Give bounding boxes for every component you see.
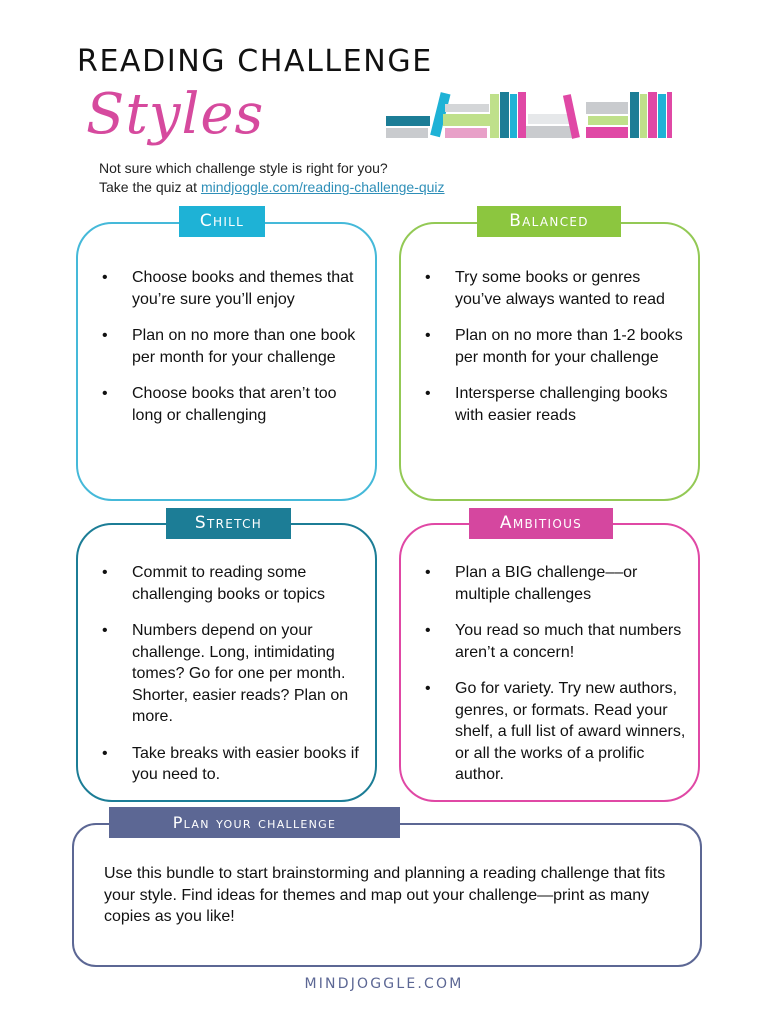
plan-label: Plan your challenge bbox=[109, 807, 400, 838]
intro-line-2 bbox=[99, 178, 445, 197]
book bbox=[386, 116, 430, 126]
bullet: • bbox=[425, 680, 431, 697]
list-item bbox=[102, 562, 364, 605]
list-item bbox=[102, 383, 364, 426]
chill-list bbox=[102, 267, 364, 441]
plan-card bbox=[72, 823, 702, 967]
list-item bbox=[102, 325, 364, 368]
book bbox=[526, 126, 572, 138]
footer-site[interactable]: MINDJOGGLE.COM bbox=[304, 976, 464, 992]
list-item-text: Commit to reading some challenging books or topics bbox=[132, 564, 326, 603]
book bbox=[648, 92, 657, 138]
bullet: • bbox=[425, 327, 431, 344]
list-item bbox=[425, 267, 687, 310]
list-item bbox=[425, 620, 687, 663]
book bbox=[445, 128, 487, 138]
intro-line-1: Not sure which challenge style is right for you? bbox=[99, 160, 388, 176]
list-item bbox=[425, 383, 687, 426]
list-item-text: Intersperse challenging books with easier reads bbox=[455, 385, 668, 424]
book bbox=[528, 114, 570, 124]
stretch-label: Stretch bbox=[166, 508, 291, 539]
list-item bbox=[425, 562, 687, 605]
book bbox=[640, 94, 647, 138]
book bbox=[510, 94, 517, 138]
page-title: READING CHALLENGE bbox=[77, 44, 433, 79]
bullet: • bbox=[102, 622, 108, 639]
chill-label: Chill bbox=[179, 206, 265, 237]
balanced-label: Balanced bbox=[477, 206, 621, 237]
book bbox=[588, 116, 628, 125]
book-stack-illustration bbox=[384, 90, 674, 140]
list-item bbox=[102, 743, 364, 786]
book bbox=[443, 114, 491, 126]
list-item-text: Numbers depend on your challenge. Long, intimidating tomes? Go for one per month. Shorter, easier reads? Plan on more. bbox=[132, 622, 349, 725]
list-item bbox=[425, 678, 687, 786]
book bbox=[586, 102, 628, 114]
list-item-text: You read so much that numbers aren’t a concern! bbox=[455, 622, 682, 661]
book bbox=[586, 127, 628, 138]
page-subtitle: Styles bbox=[86, 82, 265, 147]
bullet: • bbox=[425, 564, 431, 581]
book bbox=[518, 92, 526, 138]
bullet: • bbox=[102, 385, 108, 402]
book bbox=[630, 92, 639, 138]
bullet: • bbox=[425, 385, 431, 402]
stretch-list bbox=[102, 562, 364, 801]
chill-card bbox=[76, 222, 377, 501]
ambitious-list bbox=[425, 562, 687, 801]
stretch-card bbox=[76, 523, 377, 802]
list-item bbox=[425, 325, 687, 368]
list-item-text: Plan a BIG challenge––or multiple challenges bbox=[455, 564, 638, 603]
ambitious-label: Ambitious bbox=[469, 508, 613, 539]
book bbox=[500, 92, 509, 138]
bullet: • bbox=[102, 744, 108, 762]
book bbox=[667, 92, 672, 138]
bullet: • bbox=[102, 269, 108, 286]
book bbox=[386, 128, 428, 138]
list-item-text: Take breaks with easier books if you need to. bbox=[132, 744, 359, 783]
list-item-text: Go for variety. Try new authors, genres, or formats. Read your shelf, a full list of award winners, or all the works of a prolific author. bbox=[455, 680, 686, 783]
book bbox=[658, 94, 666, 138]
bullet: • bbox=[102, 564, 108, 581]
intro-line-2-prefix: Take the quiz at bbox=[99, 179, 201, 195]
ambitious-card bbox=[399, 523, 700, 802]
list-item-text: Try some books or genres you’ve always wanted to read bbox=[455, 269, 665, 308]
balanced-list bbox=[425, 267, 687, 441]
list-item bbox=[102, 267, 364, 310]
bullet: • bbox=[102, 327, 108, 344]
balanced-card bbox=[399, 222, 700, 501]
list-item-text: Choose books and themes that you’re sure you’ll enjoy bbox=[132, 269, 354, 308]
list-item-text: Plan on no more than one book per month for your challenge bbox=[132, 327, 356, 366]
list-item-text: Plan on no more than 1-2 books per month for your challenge bbox=[455, 327, 683, 366]
bullet: • bbox=[425, 269, 431, 286]
list-item bbox=[102, 620, 364, 728]
book bbox=[445, 104, 489, 112]
bullet: • bbox=[425, 622, 431, 639]
plan-text: Use this bundle to start brainstorming and planning a reading challenge that fits your style. Find ideas for themes and map out your challenge—print as many copies as you like! bbox=[104, 865, 666, 925]
book bbox=[490, 94, 499, 138]
quiz-link[interactable]: mindjoggle.com/reading-challenge-quiz bbox=[200, 179, 445, 195]
list-item-text: Choose books that aren’t too long or challenging bbox=[132, 385, 337, 424]
intro-text bbox=[99, 159, 445, 197]
